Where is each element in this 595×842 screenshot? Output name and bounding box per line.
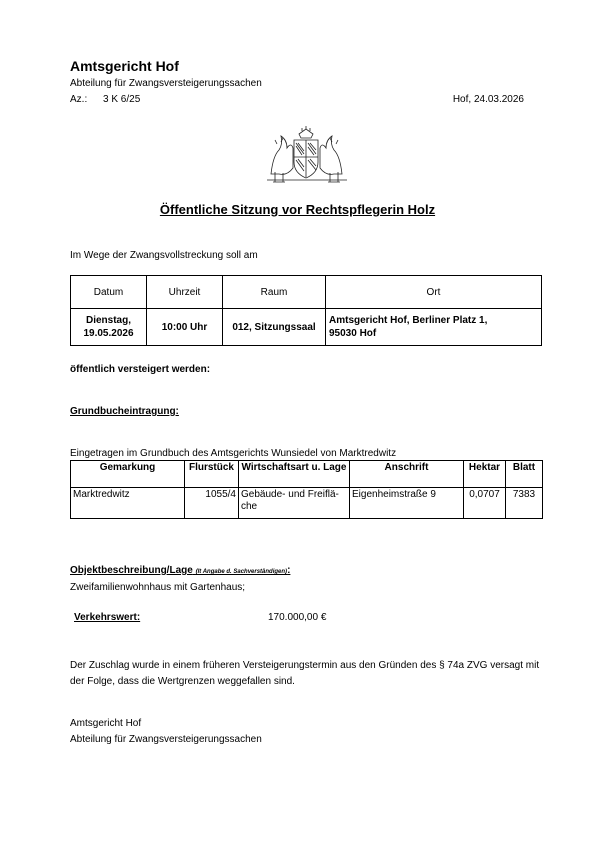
- objekt-heading-colon: :: [287, 565, 291, 576]
- cell-hektar: 0,0707: [464, 488, 506, 519]
- grundbuch-row: [71, 488, 543, 519]
- header-hektar: Hektar: [464, 461, 506, 488]
- file-number: [70, 94, 140, 105]
- header-uhrzeit: Uhrzeit: [147, 276, 223, 309]
- file-number-label: Az.:: [70, 94, 88, 105]
- closing-court-name: Amtsgericht Hof: [70, 718, 142, 729]
- file-number-value: 3 K 6/25: [103, 94, 141, 105]
- closing-department: Abteilung für Zwangsversteigerungssachen: [70, 734, 262, 745]
- document-title: Öffentliche Sitzung vor Rechtspflegerin Holz: [159, 202, 436, 217]
- cell-blatt: 7383: [506, 488, 543, 519]
- appointment-room: 012, Sitzungssaal: [223, 309, 326, 346]
- zuschlag-text: Der Zuschlag wurde in einem früheren Versteigerungstermin aus den Gründen des § 74a ZVG versagt mit der Folge, dass die Wertgrenzen weggefallen sind.: [70, 660, 540, 687]
- header-wirtschaftsart: Wirtschaftsart u. Lage: [239, 461, 350, 488]
- appointment-place-line1: Amtsgericht Hof, Berliner Platz 1,: [329, 315, 488, 326]
- grundbuch-header-row: [71, 461, 543, 488]
- appointment-row: [71, 309, 542, 346]
- objekt-note: (lt Angabe d. Sachverständigen): [195, 569, 288, 575]
- place-date: Hof, 24.03.2026: [452, 94, 524, 105]
- objekt-text: Zweifamilienwohnhaus mit Gartenhaus;: [70, 582, 246, 593]
- header-blatt: Blatt: [506, 461, 543, 488]
- header-gemarkung: Gemarkung: [71, 461, 185, 488]
- cell-flurstueck: 1055/4: [185, 488, 239, 519]
- grundbuch-table: [70, 460, 543, 519]
- bavarian-coat-of-arms-icon: [263, 126, 350, 184]
- objekt-heading: [70, 565, 290, 576]
- grundbuch-heading: Grundbucheintragung:: [70, 406, 179, 417]
- verkehrswert-value: 170.000,00 €: [268, 612, 327, 623]
- cell-wirtschaftsart: Gebäude- und Freiflä-che: [239, 488, 350, 519]
- appointment-place: [326, 309, 542, 346]
- department-line: Abteilung für Zwangsversteigerungssachen: [70, 78, 262, 89]
- header-raum: Raum: [223, 276, 326, 309]
- appointment-header-row: [71, 276, 542, 309]
- intro-text: Im Wege der Zwangsvollstreckung soll am: [70, 250, 258, 261]
- header-datum: Datum: [71, 276, 147, 309]
- appointment-place-line2: 95030 Hof: [329, 328, 377, 339]
- appointment-date: [71, 309, 147, 346]
- cell-anschrift: Eigenheimstraße 9: [350, 488, 464, 519]
- header-anschrift: Anschrift: [350, 461, 464, 488]
- appointment-time: 10:00 Uhr: [147, 309, 223, 346]
- closing-block: [70, 716, 262, 748]
- court-name: Amtsgericht Hof: [70, 58, 179, 74]
- appointment-table: [70, 275, 542, 346]
- objekt-heading-text: Objektbeschreibung/Lage: [70, 565, 193, 576]
- grundbuch-intro: Eingetragen im Grundbuch des Amtsgerichts Wunsiedel von Marktredwitz: [70, 448, 397, 459]
- appointment-date-value: 19.05.2026: [83, 328, 134, 339]
- verkehrswert-label: Verkehrswert:: [74, 612, 141, 623]
- header-flurstueck: Flurstück: [185, 461, 239, 488]
- appointment-weekday: Dienstag,: [85, 315, 131, 326]
- versteigert-text: öffentlich versteigert werden:: [70, 364, 211, 375]
- header-ort: Ort: [326, 276, 542, 309]
- cell-gemarkung: Marktredwitz: [71, 488, 185, 519]
